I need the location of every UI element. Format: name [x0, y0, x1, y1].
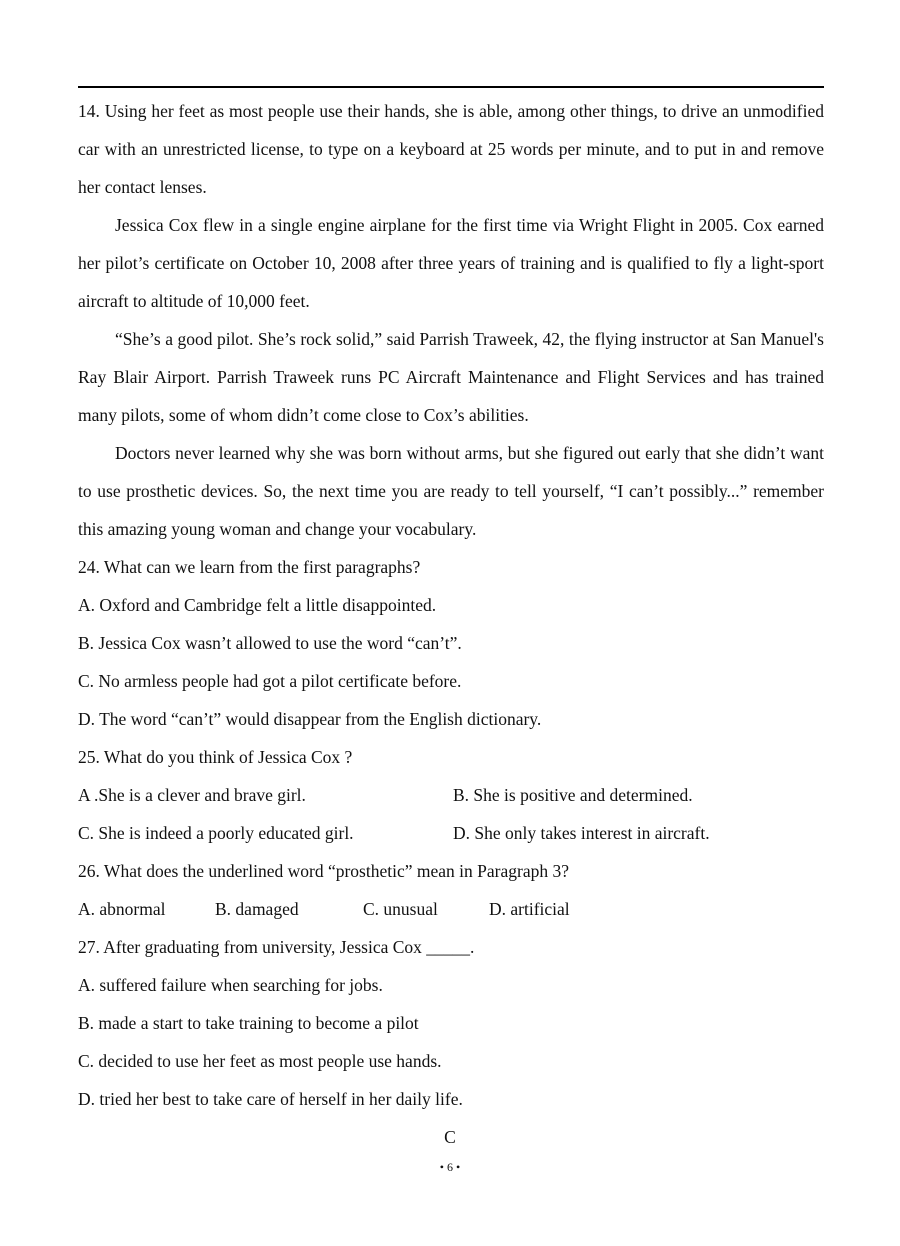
passage-paragraph: Jessica Cox flew in a single engine airplane for the first time via Wright Flight in 2005. Cox earned her pilot’s certificate on October 10, 2008 after three years of training and is qualified to fly a light-sport aircraft to altitude of 10,000 feet.	[78, 215, 824, 311]
option-c: C. No armless people had got a pilot certificate before.	[78, 671, 462, 691]
page-content	[78, 92, 824, 1118]
question-25	[78, 738, 824, 852]
option-d: D. The word “can’t” would disappear from the English dictionary.	[78, 709, 542, 729]
option-b: B. made a start to take training to become a pilot	[78, 1013, 419, 1033]
option-c: C. She is indeed a poorly educated girl.	[78, 823, 354, 843]
option-a: A. suffered failure when searching for jobs.	[78, 975, 383, 995]
question-26	[78, 852, 824, 928]
option-a: A .She is a clever and brave girl.	[78, 785, 306, 805]
option-c: C. decided to use her feet as most people use hands.	[78, 1051, 442, 1071]
passage-paragraph: “She’s a good pilot. She’s rock solid,” said Parrish Traweek, 42, the flying instructor at San Manuel's Ray Blair Airport. Parrish Traweek runs PC Aircraft Maintenance and Flight Services and has trained many pilots, some of whom didn’t come close to Cox’s abilities.	[78, 329, 824, 425]
options-row	[78, 890, 824, 928]
option-d: D. tried her best to take care of herself in her daily life.	[78, 1089, 463, 1109]
question-stem: 24. What can we learn from the first paragraphs?	[78, 557, 421, 577]
passage-paragraph: Doctors never learned why she was born without arms, but she figured out early that she didn’t want to use prosthetic devices. So, the next time you are ready to tell yourself, “I can’t possibly...” remember this amazing young woman and change your vocabulary.	[78, 443, 824, 539]
question-stem: 27. After graduating from university, Jessica Cox _____.	[78, 937, 475, 957]
options-row	[78, 814, 824, 852]
answer-key: C	[444, 1127, 456, 1147]
question-27	[78, 928, 824, 1118]
option-d: D. artificial	[489, 899, 570, 919]
option-c: C. unusual	[363, 899, 438, 919]
header-rule	[78, 86, 824, 88]
options-row	[78, 776, 824, 814]
question-24	[78, 548, 824, 738]
option-b: B. Jessica Cox wasn’t allowed to use the word “can’t”.	[78, 633, 462, 653]
question-stem: 26. What does the underlined word “prosthetic” mean in Paragraph 3?	[78, 861, 569, 881]
option-a: A. abnormal	[78, 899, 166, 919]
page-number: • 6 •	[439, 1160, 461, 1174]
option-b: B. She is positive and determined.	[453, 785, 693, 805]
option-d: D. She only takes interest in aircraft.	[453, 823, 710, 843]
option-a: A. Oxford and Cambridge felt a little disappointed.	[78, 595, 437, 615]
option-b: B. damaged	[215, 899, 299, 919]
question-stem: 25. What do you think of Jessica Cox ?	[78, 747, 353, 767]
passage-paragraph-14: 14. Using her feet as most people use their hands, she is able, among other things, to drive an unmodified car with an unrestricted license, to type on a keyboard at 25 words per minute, and to put in and remove her contact lenses.	[78, 101, 824, 197]
